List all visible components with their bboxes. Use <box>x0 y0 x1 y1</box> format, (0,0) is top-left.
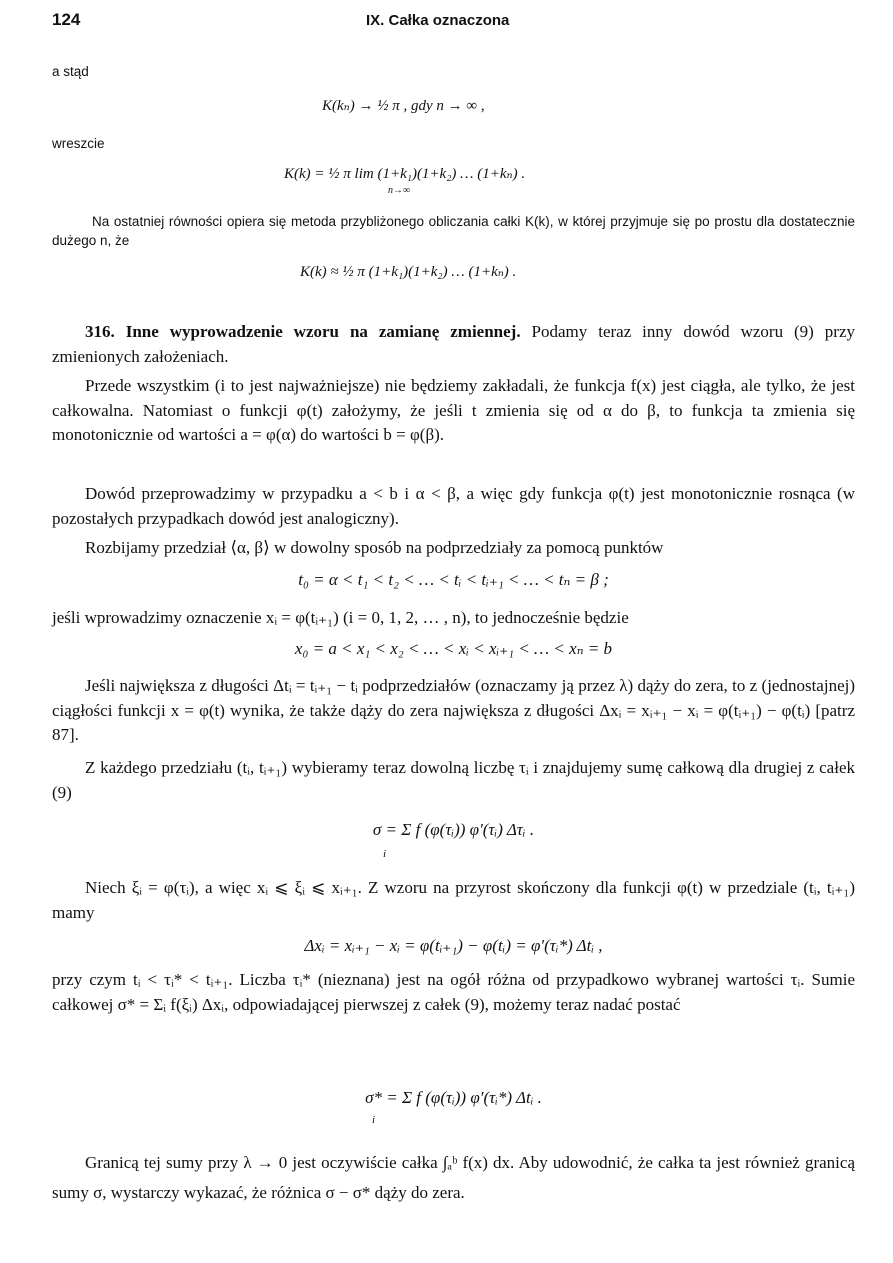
paragraph-notation: jeśli wprowadzimy oznaczenie xᵢ = φ(tᵢ₊₁) (i = 0, 1, 2, … , n), to jednocześnie będzie <box>52 608 629 627</box>
paragraph-choose-tau: Z każdego przedziału (tᵢ, tᵢ₊₁) wybieramy teraz dowolną liczbę τᵢ i znajdujemy sumę całkową dla drugiej z całek (9) <box>52 758 855 802</box>
equation-delta-x: Δxᵢ = xᵢ₊₁ − xᵢ = φ(tᵢ₊₁) − φ(tᵢ) = φ′(τᵢ*) Δtᵢ , <box>304 936 603 955</box>
equation-product-subscript: n→∞ <box>388 185 411 196</box>
paragraph-proof-case: Dowód przeprowadzimy w przypadku a < b i α < β, a więc gdy funkcja φ(t) jest monotonicznie rosnąca (w pozostałych przypadkach dowód jest analogiczny). <box>52 484 855 528</box>
section-316-paragraph <box>52 320 855 369</box>
paragraph-limit-conclusion: Granicą tej sumy przy λ → 0 jest oczywiście całka ∫ₐᵇ f(x) dx. Aby udowodnić, że całka ta jest również granicą sumy σ, wystarczy wykazać, że różnica σ − σ* dąży do zera. <box>52 1153 855 1202</box>
a-stad-text: a stąd <box>52 64 89 79</box>
note-paragraph: Na ostatniej równości opiera się metoda przybliżonego obliczania całki K(k), w której przyjmuje się po prostu dla dostatecznie dużego n, że <box>52 214 855 248</box>
page-header <box>52 10 853 32</box>
equation-sigma-star: σ* = Σ f (φ(τᵢ)) φ′(τᵢ*) Δtᵢ . <box>365 1088 542 1107</box>
equation-sigma: σ = Σ f (φ(τᵢ)) φ′(τᵢ) Δτᵢ . <box>372 820 535 839</box>
equation-sigma-star-subscript: i <box>372 1114 376 1126</box>
equation-x-points: x₀ = a < x₁ < x₂ < … < xᵢ < xᵢ₊₁ < … < xₙ = b <box>294 639 613 658</box>
paragraph-partition: Rozbijamy przedział ⟨α, β⟩ w dowolny sposób na podprzedziały za pomocą punktów <box>85 538 664 557</box>
paragraph-assumptions: Przede wszystkim (i to jest najważniejsze) nie będziemy zakładali, że funkcja f(x) jest ciągła, ale tylko, że jest całkowalna. Natomiast o funkcji φ(t) założymy, że jeśli t zmienia się od α do β, to funkcja ta zmienia się monotonicznie od wartości a = φ(α) do wartości b = φ(β). <box>52 376 855 444</box>
section-316-heading: 316. Inne wyprowadzenie wzoru na zamianę zmiennej. <box>85 322 521 341</box>
equation-approx: K(k) ≈ ½ π (1+k₁)(1+k₂) … (1+kₙ) . <box>300 264 517 280</box>
equation-limit: K(kₙ) → ½ π , gdy n → ∞ , <box>322 98 485 114</box>
equation-product: K(k) = ½ π lim (1+k₁)(1+k₂) … (1+kₙ) . <box>284 166 526 182</box>
equation-sigma-subscript: i <box>383 848 387 860</box>
paragraph-tau-star: przy czym tᵢ < τᵢ* < tᵢ₊₁. Liczba τᵢ* (nieznana) jest na ogół różna od przypadkowo wybranej wartości τᵢ. Sumie całkowej σ* = Σᵢ f(ξᵢ) Δxᵢ, odpowiadającej pierwszej z całek (9), możemy teraz nadać postać <box>52 970 855 1014</box>
page-number: 124 <box>52 10 81 29</box>
equation-t-points: t₀ = α < t₁ < t₂ < … < tᵢ < tᵢ₊₁ < … < tₙ = β ; <box>298 570 609 589</box>
paragraph-xi: Niech ξᵢ = φ(τᵢ), a więc xᵢ ⩽ ξᵢ ⩽ xᵢ₊₁. Z wzoru na przyrost skończony dla funkcji φ(t) w przedziale (tᵢ, tᵢ₊₁) mamy <box>52 878 855 922</box>
chapter-title: IX. Całka oznaczona <box>366 12 510 29</box>
section-316-intro: Podamy teraz inny dowód wzoru (9) przy zmienionych założeniach. <box>52 322 855 366</box>
paragraph-lambda: Jeśli największa z długości Δtᵢ = tᵢ₊₁ − tᵢ podprzedziałów (oznaczamy ją przez λ) dąży do zera, to z (jednostajnej) ciągłości funkcji x = φ(t) wynika, że także dąży do zera największa z długości Δxᵢ = xᵢ₊₁ − xᵢ = φ(tᵢ₊₁) − φ(tᵢ) [patrz 87]. <box>52 676 855 744</box>
wreszcie-text: wreszcie <box>52 136 105 151</box>
